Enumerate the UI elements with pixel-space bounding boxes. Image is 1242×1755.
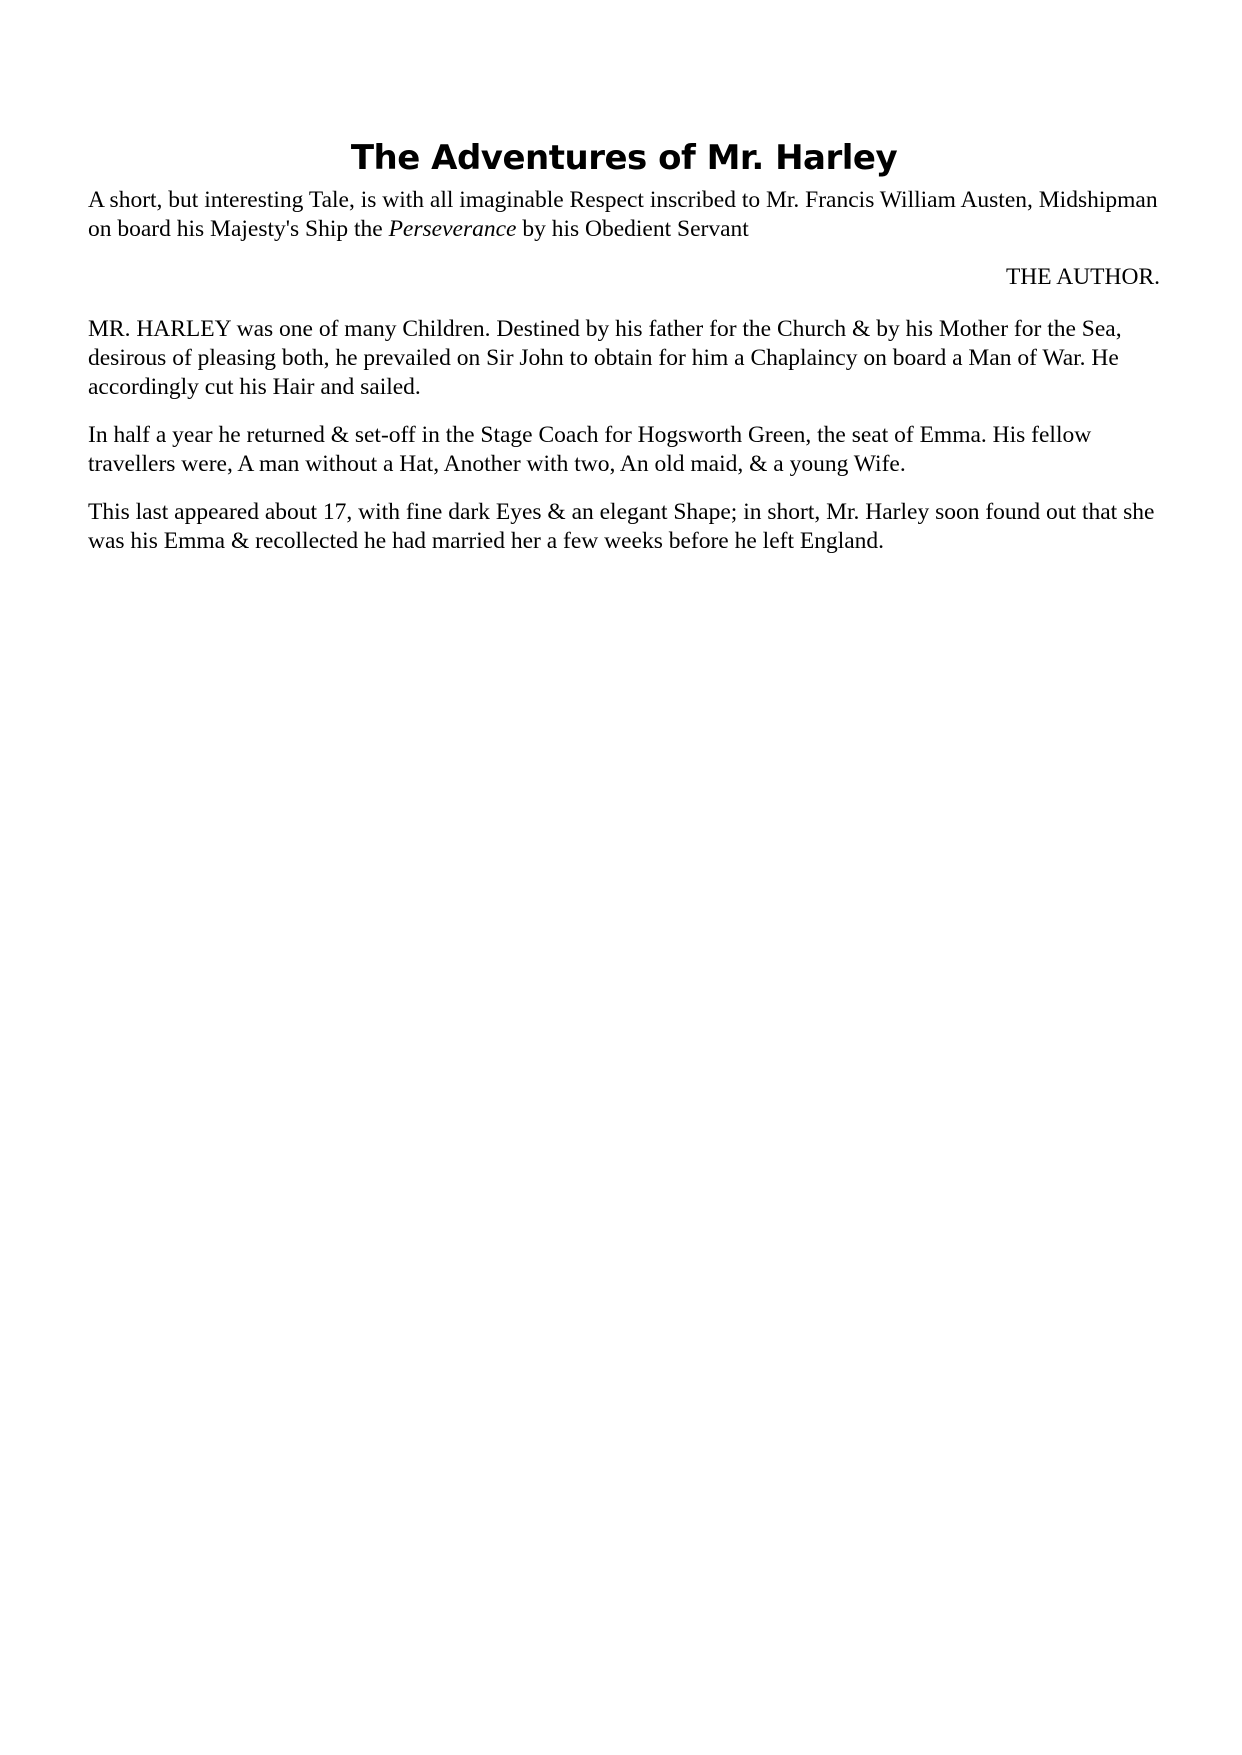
- document-page: [88, 136, 1160, 575]
- ship-name: Perseverance: [388, 216, 517, 242]
- paragraph-2: In half a year he returned & set-off in the Stage Coach for Hogsworth Green, the seat of Emma. His fellow travellers were, A man without a Hat, Another with two, An old maid, & a young Wife.: [88, 422, 1092, 477]
- document-title: The Adventures of Mr. Harley: [350, 138, 898, 178]
- dedication-text-end: by his Obedient Servant: [516, 216, 749, 242]
- paragraph-3: This last appeared about 17, with fine dark Eyes & an elegant Shape; in short, Mr. Harley soon found out that she was his Emma & recollected he had married her a few weeks before he left England.: [88, 499, 1155, 554]
- dedication: [88, 186, 1160, 244]
- author-signature: THE AUTHOR.: [1005, 264, 1160, 290]
- dedication-text-start: A short, but interesting Tale, is with all imaginable Respect inscribed to Mr. Francis William Austen, Midshipman on board his Majesty's Ship the: [88, 187, 1158, 242]
- paragraph-1: MR. HARLEY was one of many Children. Destined by his father for the Church & by his Mother for the Sea, desirous of pleasing both, he prevailed on Sir John to obtain for him a Chaplaincy on board a Man of War. He accordingly cut his Hair and sailed.: [88, 316, 1122, 400]
